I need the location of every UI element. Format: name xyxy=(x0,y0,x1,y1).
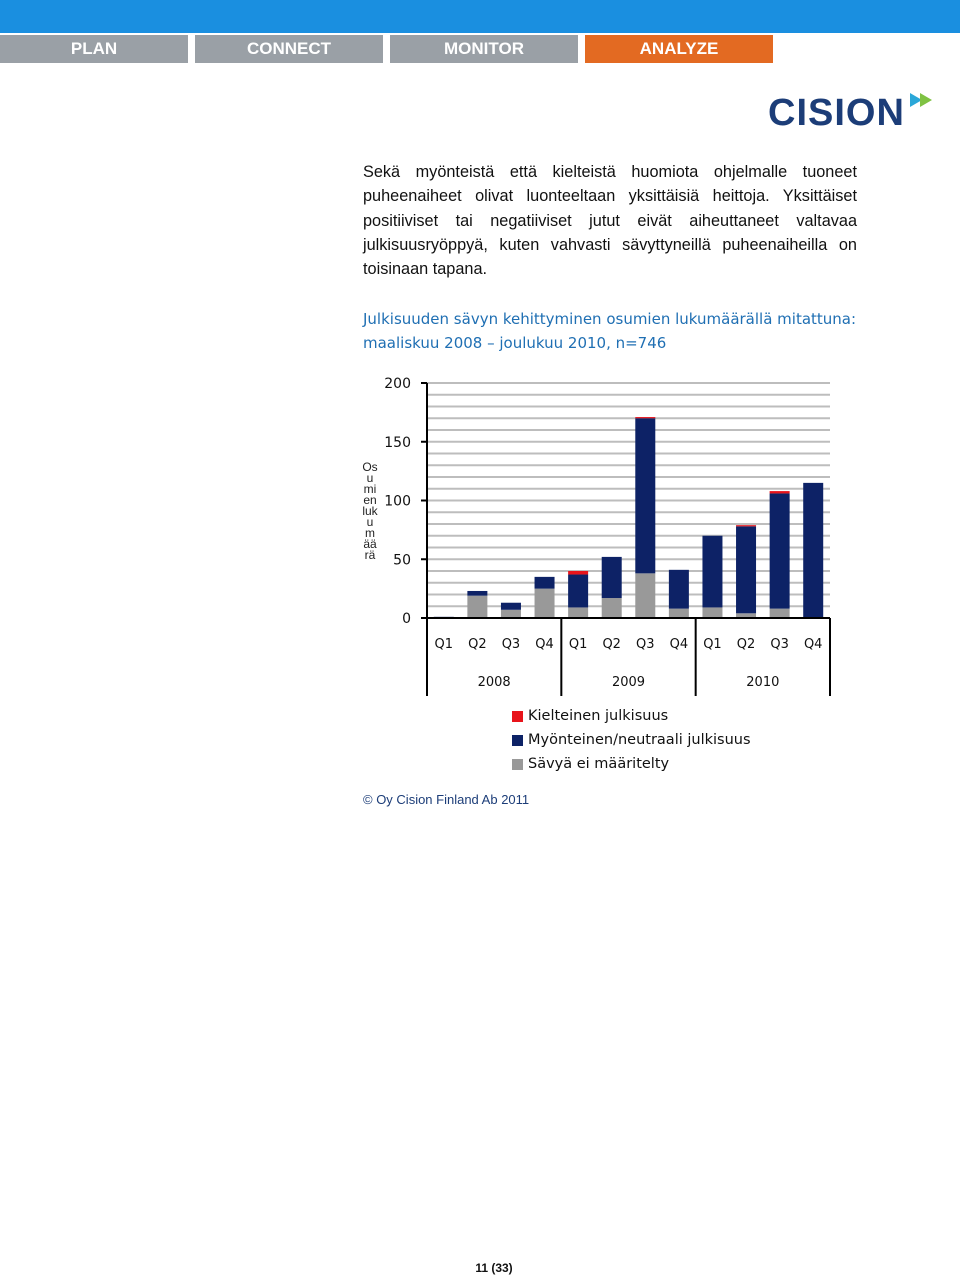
nav-tab-plan[interactable]: PLAN xyxy=(0,35,188,63)
x-tick-label: Q4 xyxy=(535,637,554,652)
x-tick-label: Q3 xyxy=(770,637,789,652)
legend-item xyxy=(512,752,751,776)
bar-segment xyxy=(501,603,521,610)
x-tick-label: Q1 xyxy=(703,637,722,652)
bar-segment xyxy=(535,589,555,618)
legend-item xyxy=(512,728,751,752)
bar-segment xyxy=(635,417,655,418)
bar-segment xyxy=(702,607,722,618)
page-number: 11 (33) xyxy=(475,1261,513,1275)
y-tick-label: 200 xyxy=(384,376,411,392)
bar-segment xyxy=(602,598,622,618)
intro-paragraph: Sekä myönteistä että kielteistä huomiota ohjelmalle tuoneet puheenaiheet olivat luonteeltaan yksittäisiä heittoja. Yksittäiset positiiviset tai negatiiviset jutut eivät aiheuttaneet valtavaa julkisuusryöppyä, kuten vahvasti sävyttyneillä puheenaiheilla on toisinaan tapana. xyxy=(363,163,857,279)
main-navigation xyxy=(0,33,960,63)
legend-label: Myönteinen/neutraali julkisuus xyxy=(528,732,751,748)
chart-title-line1: Julkisuuden sävyn kehittyminen osumien lukumäärällä mitattuna: xyxy=(363,310,857,328)
bar-segment xyxy=(736,526,756,613)
x-tick-label: Q2 xyxy=(736,637,756,652)
bar-segment xyxy=(702,536,722,608)
bar-segment xyxy=(568,575,588,608)
bar-segment xyxy=(803,483,823,618)
x-tick-label: Q1 xyxy=(568,637,588,652)
y-tick-label: 50 xyxy=(393,552,411,569)
nav-tab-connect[interactable]: CONNECT xyxy=(195,35,383,63)
chart-legend xyxy=(512,704,751,776)
legend-item xyxy=(512,704,751,728)
legend-swatch-ei-maaritelty xyxy=(512,759,523,770)
bar-segment xyxy=(770,491,790,493)
bar-segment xyxy=(467,591,487,596)
x-tick-label: Q4 xyxy=(669,637,689,652)
group-label: 2009 xyxy=(611,675,646,690)
bar-segment xyxy=(635,418,655,573)
bar-segment xyxy=(635,573,655,618)
bar-segment xyxy=(736,525,756,526)
group-label: 2008 xyxy=(477,675,511,690)
bar-segment xyxy=(669,570,689,609)
bar-segment xyxy=(770,493,790,608)
x-tick-label: Q4 xyxy=(803,637,823,652)
x-tick-label: Q3 xyxy=(501,637,521,652)
chart-title-line2: maaliskuu 2008 – joulukuu 2010, n=746 xyxy=(363,334,667,352)
bar-segment xyxy=(770,609,790,618)
y-tick-label: 0 xyxy=(402,611,411,627)
bar-segment xyxy=(602,557,622,598)
stacked-bar-chart xyxy=(355,365,845,700)
legend-label: Kielteinen julkisuus xyxy=(528,708,669,724)
legend-swatch-kielteinen xyxy=(512,711,523,722)
nav-tab-monitor[interactable]: MONITOR xyxy=(390,35,578,63)
x-tick-label: Q2 xyxy=(468,637,487,652)
top-color-bar xyxy=(0,0,960,33)
legend-label: Sävyä ei määritelty xyxy=(528,756,670,772)
y-axis-label: Osumien lukumäärä xyxy=(362,460,378,562)
y-tick-label: 150 xyxy=(384,434,411,451)
legend-swatch-myonteinen xyxy=(512,735,523,746)
copyright-text: © Oy Cision Finland Ab 2011 xyxy=(363,792,530,807)
nav-tab-analyze[interactable]: ANALYZE xyxy=(585,35,773,63)
bar-segment xyxy=(669,609,689,618)
y-tick-label: 100 xyxy=(384,493,411,510)
bar-segment xyxy=(568,607,588,618)
bar-segment xyxy=(467,596,487,618)
x-tick-label: Q2 xyxy=(602,637,621,652)
cision-logo xyxy=(768,88,938,138)
logo-chevron-icon xyxy=(908,90,938,116)
bar-segment xyxy=(568,571,588,575)
chart-title xyxy=(363,307,883,355)
x-tick-label: Q3 xyxy=(636,637,655,652)
logo-text: CISION xyxy=(768,92,905,134)
group-label: 2010 xyxy=(746,675,780,690)
bar-segment xyxy=(535,577,555,589)
bar-segment xyxy=(501,610,521,618)
x-tick-label: Q1 xyxy=(434,637,454,652)
